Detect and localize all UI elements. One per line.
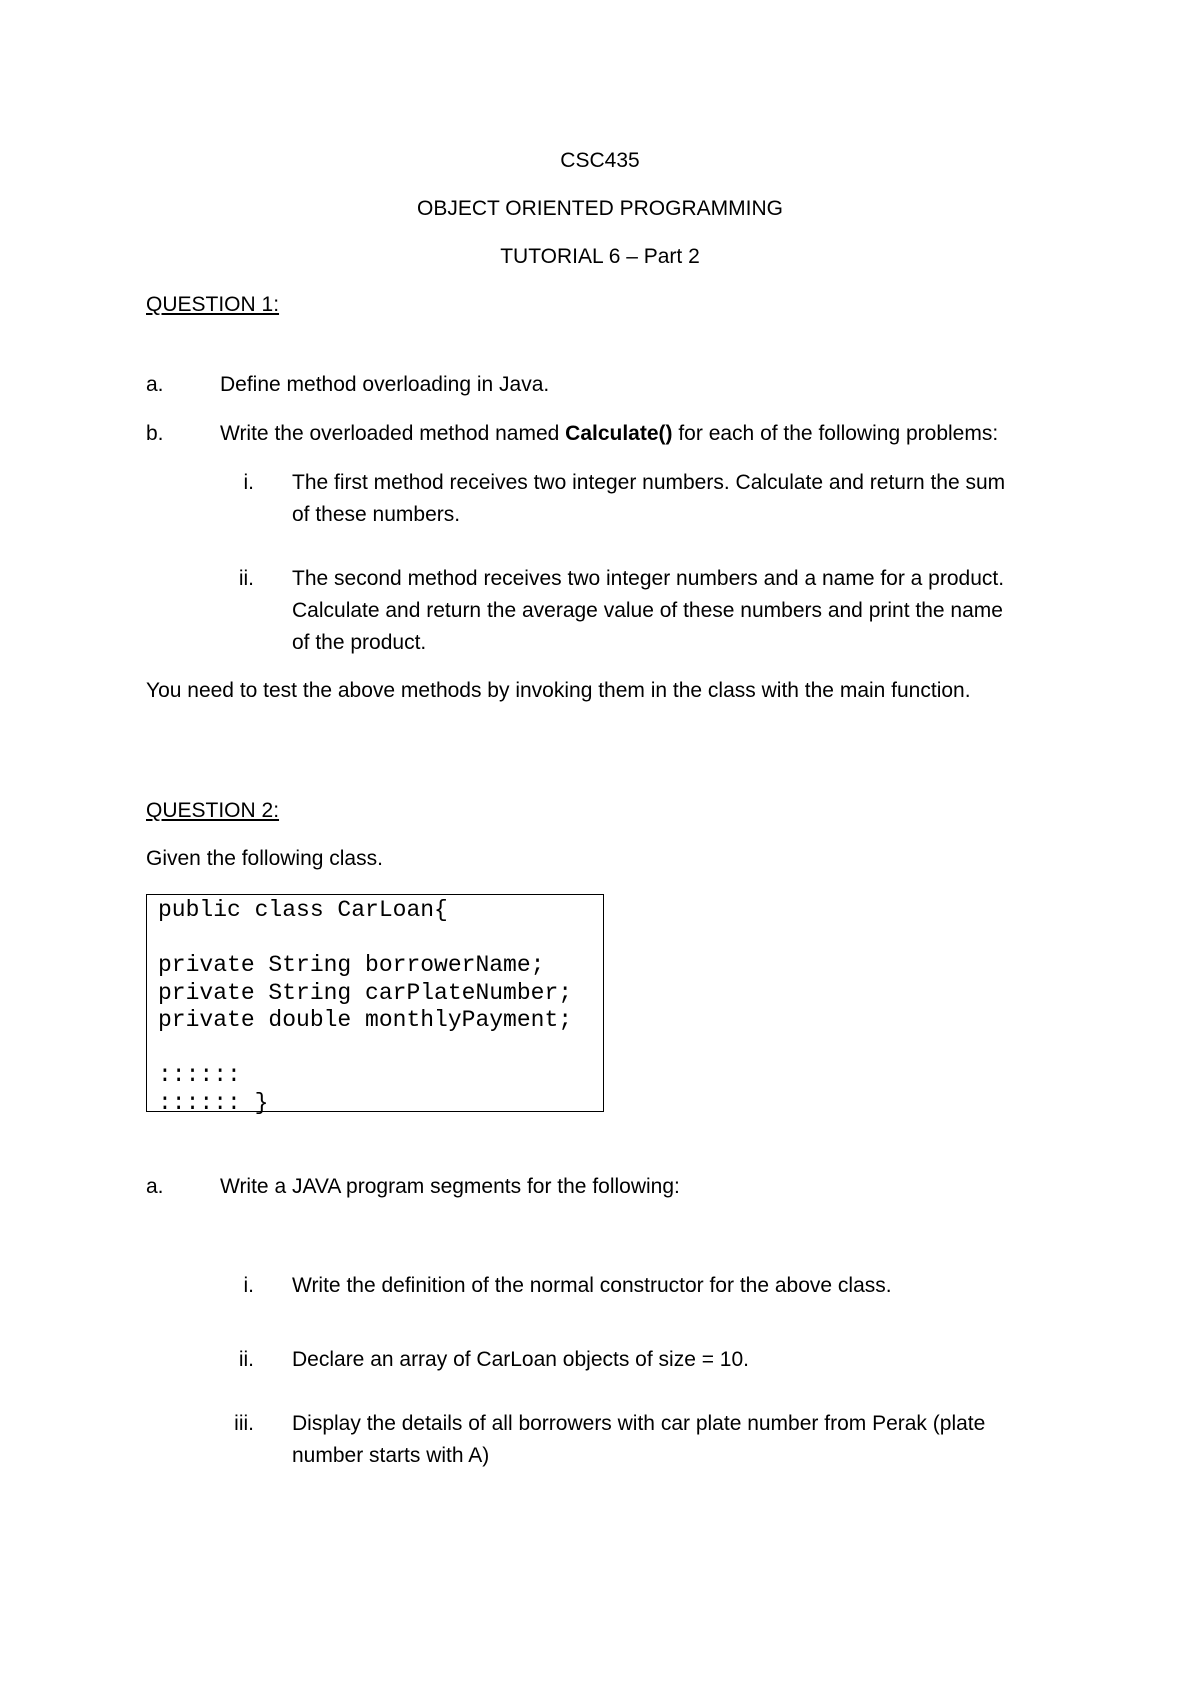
q1-sub-i-line-1: The first method receives two integer numbers. Calculate and return the sum <box>292 471 1006 494</box>
q2-sub-iii-line-1: Display the details of all borrowers with car plate number from Perak (plate <box>292 1412 986 1435</box>
q1-b-text-before: Write the overloaded method named <box>220 422 566 445</box>
q1-sub-ii-line-2: Calculate and return the average value of these numbers and print the name <box>292 599 1003 622</box>
code-line: private double monthlyPayment; <box>158 1007 573 1033</box>
code-line: private String carPlateNumber; <box>158 979 573 1006</box>
q1-b-method-name: Calculate() <box>565 422 673 445</box>
q2-sub-iii-line-2: number starts with A) <box>292 1444 490 1467</box>
course-name: OBJECT ORIENTED PROGRAMMING <box>417 197 783 220</box>
q1-sub-ii-marker: ii. <box>238 567 254 590</box>
q1-note: You need to test the above methods by invoking them in the class with the main function. <box>146 679 971 702</box>
question-1-heading: QUESTION 1: <box>146 293 280 316</box>
question-2-heading: QUESTION 2: <box>146 799 280 822</box>
q1-b-marker: b. <box>146 422 164 445</box>
code-line <box>158 925 603 953</box>
code-line: :::::: } <box>158 1089 269 1116</box>
code-line: :::::: <box>158 1062 241 1088</box>
q1-sub-i-line-2: of these numbers. <box>292 503 461 526</box>
q2-sub-ii-marker: ii. <box>238 1348 254 1371</box>
q2-a-text: Write a JAVA program segments for the following: <box>220 1175 680 1198</box>
code-box <box>146 894 604 1116</box>
code-line: public class CarLoan{ <box>158 897 448 923</box>
q1-sub-i-marker: i. <box>243 471 254 494</box>
q2-a-marker: a. <box>146 1175 164 1198</box>
q2-sub-iii-marker: iii. <box>234 1412 254 1435</box>
q1-b-text-after: for each of the following problems: <box>672 422 999 445</box>
q2-sub-ii-line-1: Declare an array of CarLoan objects of size = 10. <box>292 1348 749 1371</box>
q1-b-text <box>220 418 998 450</box>
q1-a-marker: a. <box>146 373 164 396</box>
q1-a-text: Define method overloading in Java. <box>220 373 550 396</box>
q1-sub-ii-line-3: of the product. <box>292 631 427 654</box>
course-code: CSC435 <box>560 149 640 172</box>
code-line <box>158 1035 603 1063</box>
q2-intro: Given the following class. <box>146 847 383 870</box>
q2-sub-i-line-1: Write the definition of the normal constructor for the above class. <box>292 1274 892 1297</box>
code-line: private String borrowerName; <box>158 952 545 978</box>
tutorial-title: TUTORIAL 6 – Part 2 <box>500 245 700 268</box>
q2-sub-i-marker: i. <box>243 1274 254 1297</box>
q1-sub-ii-line-1: The second method receives two integer numbers and a name for a product. <box>292 567 1005 590</box>
